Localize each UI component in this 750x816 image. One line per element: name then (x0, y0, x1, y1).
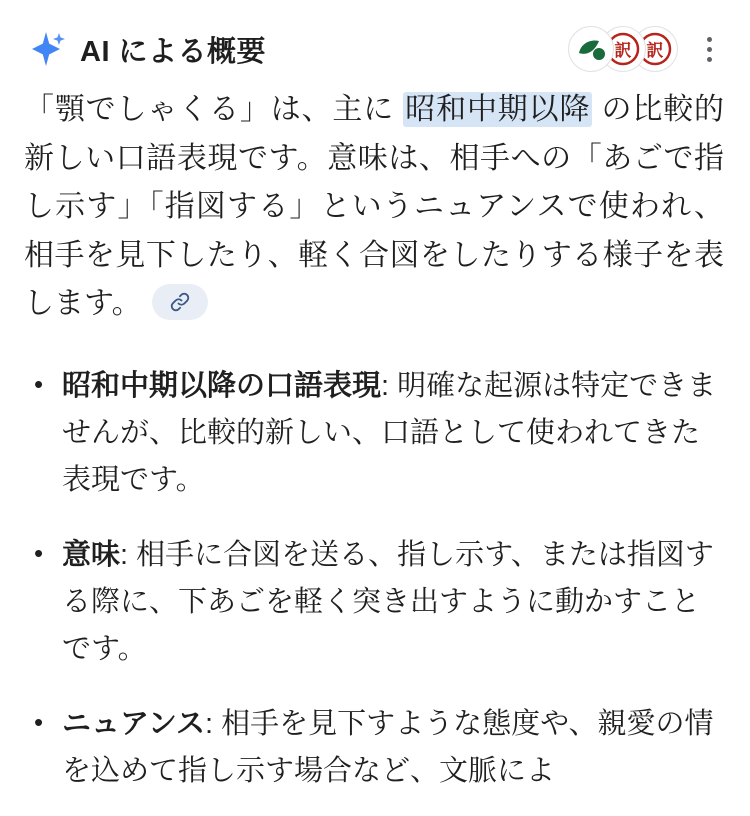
svg-text:訳: 訳 (646, 41, 664, 61)
bullet-term: ニュアンス (62, 707, 205, 740)
summary-text-part2: の比較的新しい口語表現です。意味は、相手への「あごで指し示す」「指図する」というニュアンスで使われ、相手を見下したり、軽く合図をしたりする様子を表します。 (24, 93, 725, 321)
bullet-separator: : (381, 369, 398, 402)
source-chip-group[interactable] (568, 26, 678, 72)
bullet-separator: : (120, 538, 137, 571)
summary-paragraph (22, 86, 728, 329)
bullet-body: 相手を見下すような態度や、親愛の情を込めて指し示す場合など、文脈によ (62, 707, 714, 787)
bullet-term: 意味 (62, 538, 121, 571)
bullet-content (62, 363, 728, 504)
link-chip-icon[interactable] (152, 284, 208, 320)
ai-overview-header (22, 0, 728, 84)
list-item (22, 532, 728, 673)
kebab-dot (707, 37, 712, 42)
kebab-dot (707, 57, 712, 62)
sparkle-icon (26, 29, 66, 69)
bullet-marker: • (34, 706, 44, 737)
list-item (22, 363, 728, 504)
source-chip-1[interactable] (568, 26, 614, 72)
bullet-content (62, 701, 728, 795)
svg-text:訳: 訳 (614, 41, 632, 61)
summary-text-part1: 「顎でしゃくる」は、主に (24, 93, 404, 126)
bullet-body: 相手に合図を送る、指し示す、または指図する際に、下あごを軽く突き出すように動かすことです。 (62, 538, 714, 665)
bullet-term: 昭和中期以降の口語表現 (62, 369, 382, 402)
bullet-marker: • (34, 537, 44, 568)
kebab-dot (707, 47, 712, 52)
bullet-marker: • (34, 368, 44, 399)
bullet-separator: : (204, 707, 222, 740)
summary-highlight: 昭和中期以降 (405, 93, 591, 126)
kebab-menu-icon[interactable] (696, 26, 722, 72)
list-item (22, 701, 728, 795)
bullet-content (62, 532, 728, 673)
bullet-body: 明確な起源は特定できませんが、比較的新しい、口語として使われてきた表現です。 (62, 369, 717, 496)
page-title: AI による概要 (80, 35, 267, 68)
bullet-list (22, 363, 728, 795)
